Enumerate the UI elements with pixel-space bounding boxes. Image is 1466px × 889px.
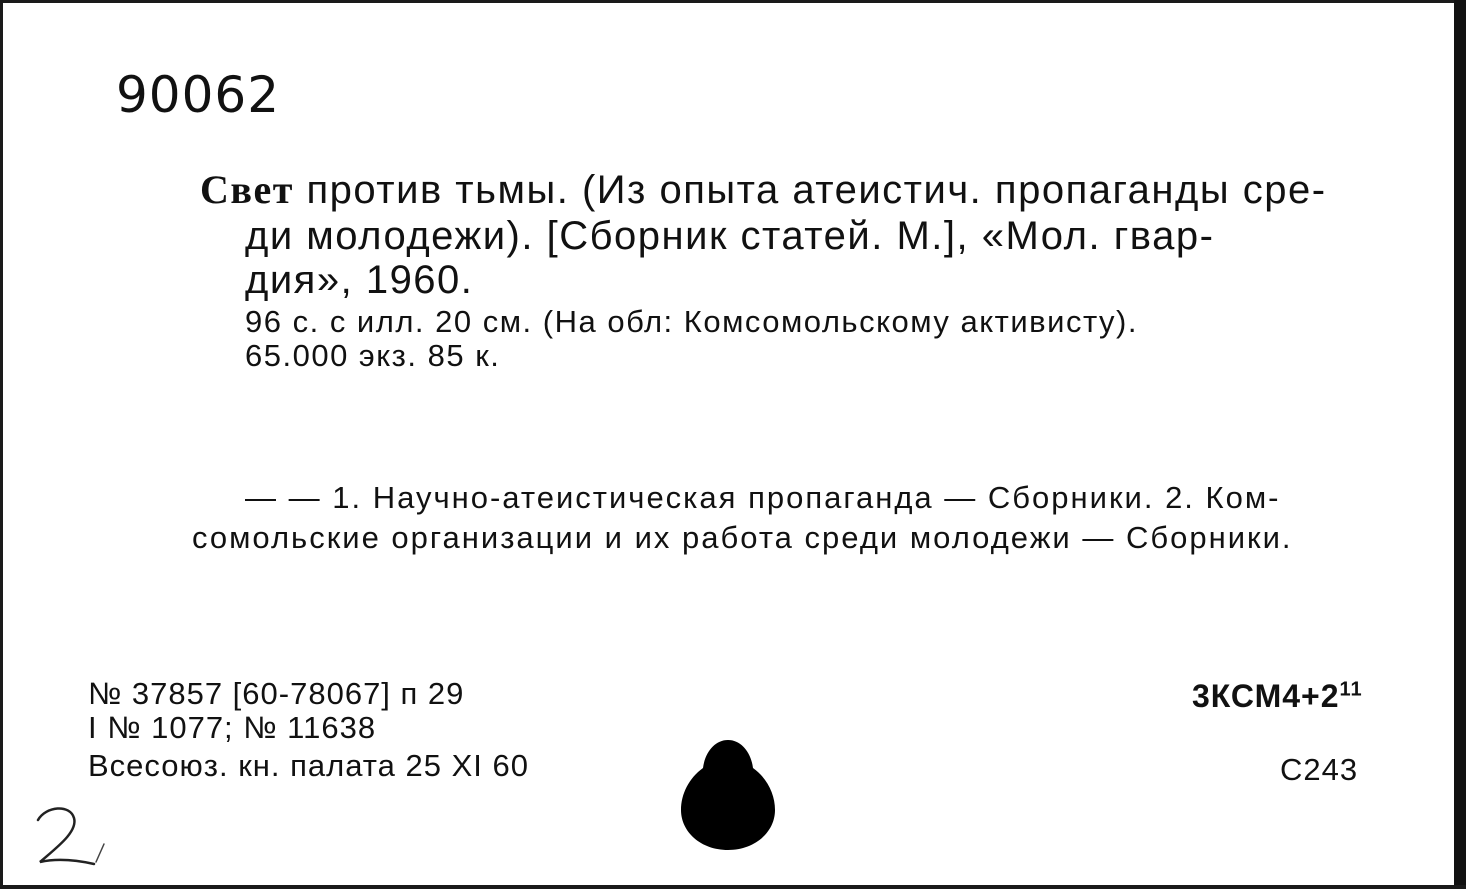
handwritten-accession-number: 90062 — [116, 66, 281, 124]
ident-line-2: I № 1077; № 11638 — [88, 710, 377, 745]
classification-code-tail: 11 — [1339, 678, 1363, 701]
author-mark: С243 — [1280, 752, 1359, 787]
classification-code-main: 3КСМ4+2 — [1192, 678, 1340, 714]
title-line-2: ди молодежи). [Сборник статей. М.], «Мол. гвар- — [245, 214, 1215, 258]
subject-line-2: сомольские организации и их работа среди молодежи — Сборники. — [192, 520, 1293, 555]
handwritten-digit-mark — [26, 800, 116, 870]
punch-hole — [681, 738, 775, 850]
ident-line-3: Всесоюз. кн. палата 25 XI 60 — [88, 748, 529, 783]
title-line-3: дия», 1960. — [245, 258, 474, 302]
card-border-bottom — [0, 885, 1466, 889]
ident-line-1: № 37857 [60-78067] п 29 — [88, 676, 465, 711]
card-border-right — [1454, 0, 1466, 889]
collation-line-1: 96 с. с илл. 20 см. (На обл: Комсомольскому активисту). — [245, 304, 1138, 339]
card-border-left — [0, 0, 3, 889]
classification-code — [1192, 678, 1363, 715]
title-line-1-rest: против тьмы. (Из опыта атеистич. пропаганды сре- — [293, 168, 1327, 212]
subject-line-1: — — 1. Научно-атеистическая пропаганда — Сборники. 2. Ком- — [245, 480, 1281, 515]
title-bold-word: Свет — [200, 167, 294, 212]
card-border-top — [0, 0, 1466, 3]
collation-line-2: 65.000 экз. 85 к. — [245, 338, 501, 373]
title-line-1 — [200, 166, 1327, 213]
